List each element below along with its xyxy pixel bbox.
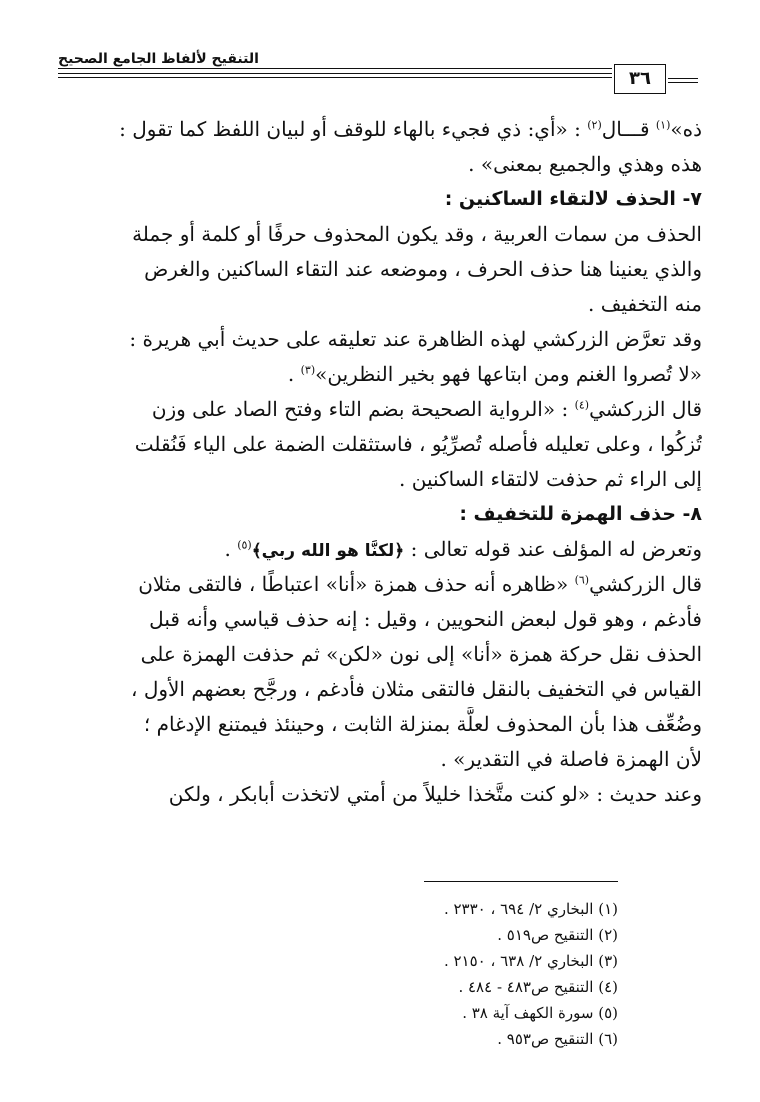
footnote: (٤) التنقيح ص٤٨٣ - ٤٨٤ .: [458, 978, 618, 996]
page-number-bar: [668, 78, 698, 83]
text-span: قال الزركشي: [589, 572, 702, 596]
hadith-quote: «لا تُصروا الغنم ومن ابتاعها فهو بخير النظرين»: [315, 362, 702, 386]
text-line: فأدغم ، وهو قول لبعض النحويين ، وقيل : إنه حذف قياسي وأنه قبل: [149, 607, 702, 631]
text-span: .: [287, 362, 301, 386]
text-span: .: [224, 537, 238, 561]
text-line: هذه وهذي والجميع بمعنى» .: [468, 152, 702, 176]
footnote: (٢) التنقيح ص٥١٩ .: [497, 926, 618, 944]
footnote: (١) البخاري ٢/ ٦٩٤ ، ٢٣٣٠ .: [443, 900, 618, 918]
text-line: [62, 567, 702, 602]
text-span: قال الزركشي: [589, 397, 702, 421]
header-rule: [58, 68, 612, 69]
header-double-rule: [58, 73, 612, 78]
text-line: إلى الراء ثم حذفت لالتقاء الساكنين .: [399, 467, 702, 491]
footnote-ref: (١): [655, 118, 671, 132]
footnote: (٣) البخاري ٢/ ٦٣٨ ، ٢١٥٠ .: [443, 952, 618, 970]
text-line: وعند حديث : «لو كنت متَّخذا خليلاً من أمتي لاتخذت أبابكر ، ولكن: [168, 782, 702, 806]
text-span: وتعرض له المؤلف عند قوله تعالى :: [404, 537, 702, 561]
page-header: [58, 46, 698, 96]
text-line: [62, 532, 702, 567]
text-line: منه التخفيف .: [588, 292, 702, 316]
main-text: [62, 112, 702, 812]
text-span: قـــال: [601, 117, 656, 141]
footnote: (٦) التنقيح ص٩٥٣ .: [497, 1030, 618, 1048]
text-span: : «الرواية الصحيحة بضم التاء وفتح الصاد على وزن: [151, 397, 575, 421]
text-line: الحذف نقل حركة همزة «أنا» إلى نون «لكن» ثم حذفت الهمزة على: [140, 642, 702, 666]
text-span: ذه»: [670, 117, 702, 141]
text-span: : «أي: ذي فجيء بالهاء للوقف أو لبيان اللفظ كما تقول :: [119, 117, 588, 141]
page-number: ٣٦: [614, 64, 666, 94]
text-line: [62, 112, 702, 147]
section-heading: ٧- الحذف لالتقاء الساكنين :: [444, 188, 702, 210]
text-line: القياس في التخفيف بالنقل فالتقى مثلان فأدغم ، ورجَّح بعضهم الأول ،: [131, 677, 702, 701]
quran-verse: ﴿لكنَّا هو الله ربي﴾: [251, 541, 405, 561]
footnote-ref: (٣): [300, 363, 316, 377]
footnote-ref: (٥): [237, 538, 252, 552]
footnote-ref: (٤): [574, 398, 590, 412]
footnote-ref: (٦): [574, 573, 590, 587]
footnotes: [318, 896, 618, 1052]
text-line: تُزكُوا ، وعلى تعليله فأصله تُصرِّيُو ، فاستثقلت الضمة على الياء فَنُقلت: [134, 432, 702, 456]
text-line: الحذف من سمات العربية ، وقد يكون المحذوف حرفًا أو كلمة أو جملة: [132, 222, 702, 246]
running-title: التنقيح لألفاظ الجامع الصحيح: [58, 51, 259, 67]
text-line: والذي يعنينا هنا حذف الحرف ، وموضعه عند التقاء الساكنين والغرض: [144, 257, 702, 281]
footnote-separator: [424, 881, 618, 882]
section-heading: ٨- حذف الهمزة للتخفيف :: [459, 503, 702, 525]
text-line: وقد تعرَّض الزركشي لهذه الظاهرة عند تعليقه على حديث أبي هريرة :: [129, 327, 702, 351]
text-line: [62, 357, 702, 392]
text-span: «ظاهره أنه حذف همزة «أنا» اعتباطًا ، فالتقى مثلان: [138, 572, 575, 596]
text-line: [62, 392, 702, 427]
text-line: وضُعِّف هذا بأن المحذوف لعلَّة بمنزلة الثابت ، وحينئذ فيمتنع الإدغام ؛: [143, 712, 702, 736]
footnote: (٥) سورة الكهف آية ٣٨ .: [462, 1004, 618, 1022]
footnote-ref: (٢): [587, 118, 602, 132]
text-line: لأن الهمزة فاصلة في التقدير» .: [440, 747, 702, 771]
